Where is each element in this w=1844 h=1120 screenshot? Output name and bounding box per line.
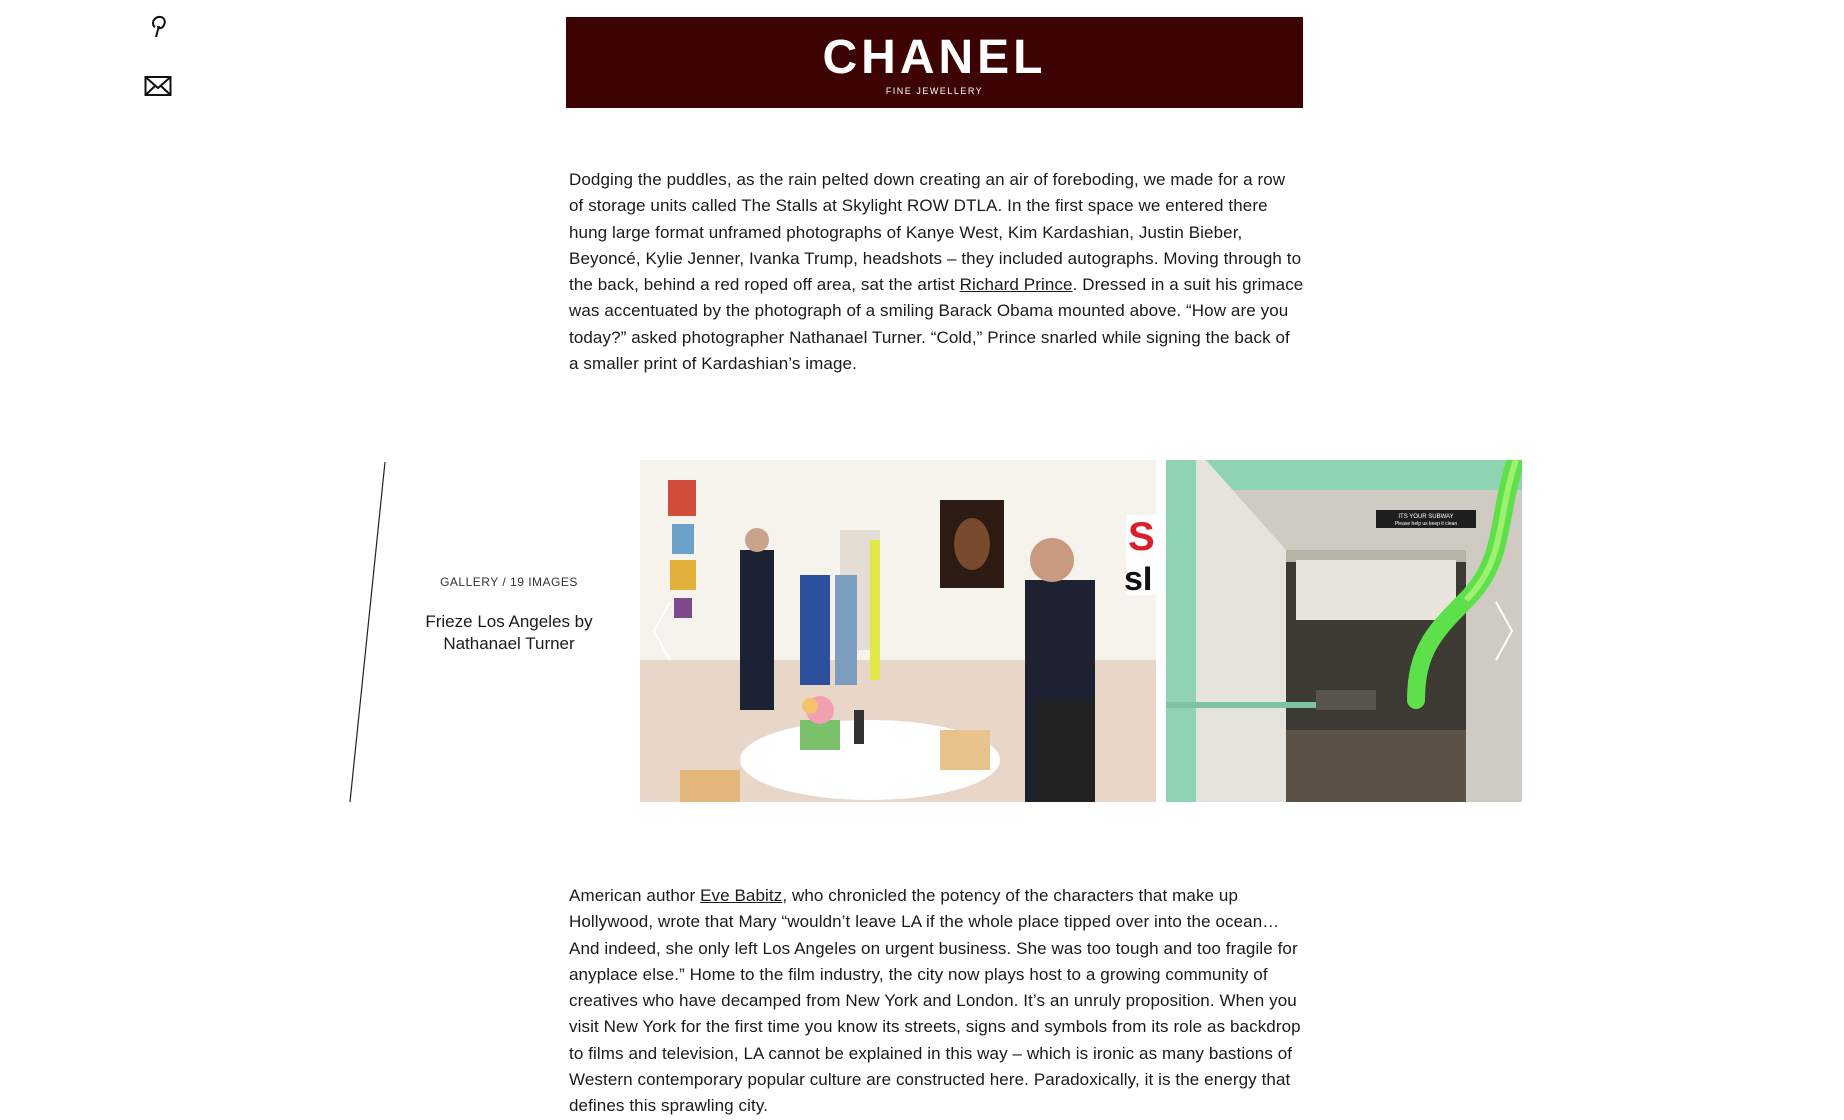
chevron-right-icon <box>1496 602 1512 660</box>
richard-prince-link[interactable]: Richard Prince <box>959 275 1073 295</box>
eve-babitz-link[interactable]: Eve Babitz <box>700 886 783 905</box>
paragraph-text: American author <box>569 886 701 905</box>
art-fair-photo-image <box>640 460 1156 802</box>
subway-sign-text: ITS YOUR SUBWAY <box>1398 514 1454 520</box>
subway-photo-image <box>1166 460 1522 802</box>
paragraph-text: , who chronicled the potency of the characters that make up Hollywood, wrote that Mary “wouldn’t leave LA if the whole place tipped over into the ocean… And indeed, she only left Los Angeles on urgent business. She was too tough and too fragile for anyplace else.” Home to the film industry, the city now plays host to a growing community of creatives who have decamped from New York and London. It’s an unruly proposition. When you visit New York for the first time you know its streets, signs and symbols from its role as backdrop to films and television, LA cannot be explained in this way – which is ironic as many bastions of Western contemporary popular culture are constructed here. Paradoxically, it is the energy that defines this sprawling city. <box>569 886 1301 1116</box>
gallery-count-label: GALLERY / 19 IMAGES <box>440 575 578 589</box>
gallery-photo-art-fair[interactable] <box>640 460 1156 802</box>
gallery-prev-arrow[interactable] <box>650 600 674 662</box>
gallery-title-link[interactable]: Frieze Los Angeles by Nathanael Turner <box>425 612 593 653</box>
gallery-photo-subway[interactable] <box>1166 460 1522 802</box>
ad-brand-logo: CHANEL <box>822 30 1047 84</box>
article-paragraph <box>569 883 1304 1120</box>
gallery-next-arrow[interactable] <box>1492 600 1516 662</box>
article-paragraph <box>569 167 1304 377</box>
paragraph-text: Dodging the puddles, as the rain pelted down creating an air of foreboding, we made for a row of storage units called The Stalls at Skylight ROW DTLA. In the first space we entered there hung large format unframed photographs of Kanye West, Kim Kardashian, Justin Bieber, Beyoncé, Kylie Jenner, Ivanka Trump, headshots – they included autographs. Moving through to the back, behind a red roped off area, sat the artist <box>569 170 1302 295</box>
gallery-info <box>390 575 628 655</box>
chevron-left-icon <box>654 602 670 660</box>
ad-subtitle: FINE JEWELLERY <box>885 85 984 96</box>
subway-sign-subtext: Please help us keep it clean <box>1394 521 1458 527</box>
gallery-divider-line <box>0 0 400 820</box>
svg-text:S: S <box>1128 515 1155 559</box>
chanel-advert-banner[interactable] <box>566 17 1303 108</box>
paragraph-text: . Dressed in a suit his grimace was accentuated by the photograph of a smiling Barack Obama mounted above. “How are you today?” asked photographer Nathanael Turner. “Cold,” Prince snarled while signing the back of a smaller print of Kardashian’s image. <box>569 275 1304 374</box>
svg-text:sI: sI <box>1124 560 1153 598</box>
